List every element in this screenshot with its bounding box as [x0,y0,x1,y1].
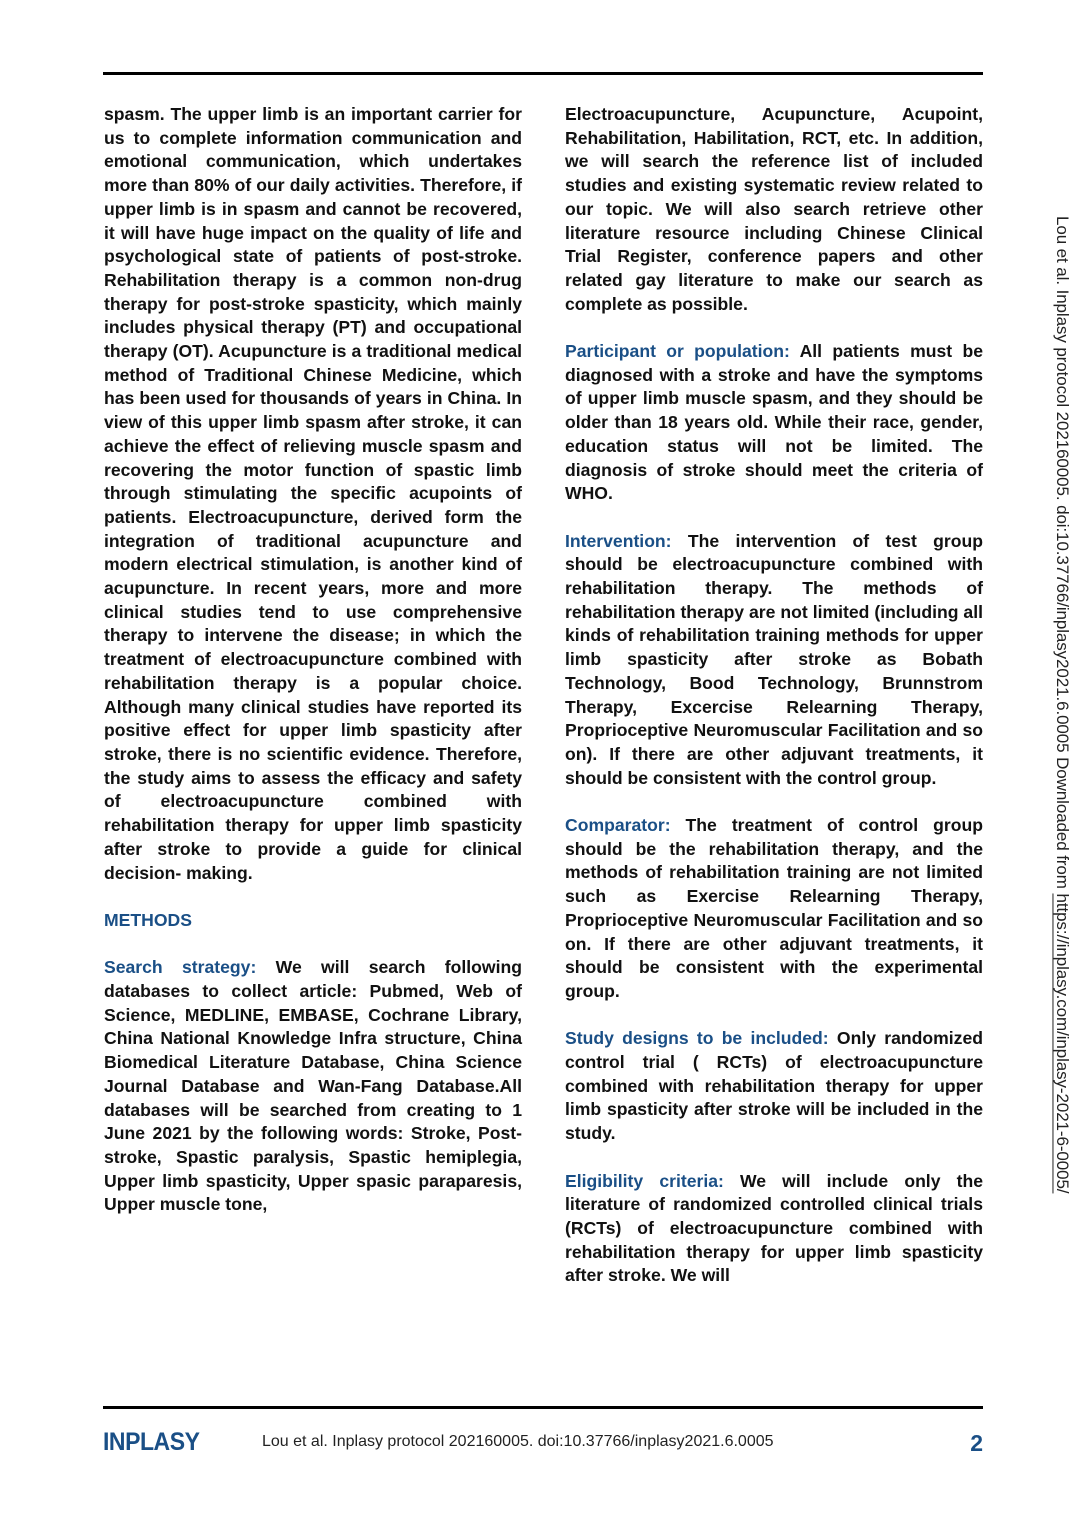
comparator-paragraph [565,814,983,1004]
side-download-notice [1052,216,1072,1193]
search-strategy-text: We will search following databases to collect article: Pubmed, Web of Science, MEDLINE, EMBASE, Cochrane Library, China National Knowledge Infra structure, China Biomedical Literature Database, China Science Journal Database and Wan-Fang Database.All databases will be searched from creating to 1 June 2021 by the following words: Stroke, Post-stroke, Spastic paralysis, Spastic hemiplegia, Upper limb spasticity, Upper spasic paraparesis, Upper muscle tone, [104,957,522,1215]
page-number: 2 [970,1430,983,1456]
study-designs-text: Only randomized control trial ( RCTs) of electroacupuncture combined with rehabilitation therapy for upper limb spasticity after stroke will be included in the study. [565,1028,983,1144]
intervention-label: Intervention: [565,530,672,551]
comparator-label: Comparator: [565,815,671,836]
intervention-text: The intervention of test group should be electroacupuncture combined with rehabilitation therapy. The methods of rehabilitation therapy are not limited (including all kinds of rehabilitation training methods for upper limb spasticity after stroke as Bobath Technology, Bood Technology, Brunnstrom Therapy, Excercise Relearning Therapy, Proprioceptive Neuromuscular Facilitation and so on). If there are other adjuvant treatments, it should be consistent with the control group. [565,530,983,788]
page-footer [103,1428,983,1460]
intro-paragraph: spasm. The upper limb is an important carrier for us to complete information communication and emotional communication, which undertakes more than 80% of our daily activities. Therefore, if upper limb is in spasm and cannot be recovered, it will have huge impact on the quality of life and psychological state of patients of post-stroke. Rehabilitation therapy is a common non-drug therapy for post-stroke spasticity, which mainly includes physical therapy (PT) and occupational therapy (OT). Acupuncture is a traditional medical method of Traditional Chinese Medicine, which has been used for thousands of years in China. In view of this upper limb spasm after stroke, it can achieve the effect of relieving muscle spasm and recovering the motor function of spastic limb through stimulating the specific acupoints of patients. Electroacupuncture, derived form the integration of traditional acupuncture and modern electrical stimulation, is another kind of acupuncture. In recent years, more and more clinical studies tend to use comprehensive therapy to intervene the disease; in which the treatment of electroacupuncture combined with rehabilitation therapy is a popular choice. Although many clinical studies have reported its positive effect for upper limb spasticity after stroke, there is no scientific evidence. Therefore, the study aims to assess the efficacy and safety of electroacupuncture combined with rehabilitation therapy for upper limb spasticity after stroke to provide a guide for clinical decision- making. [104,104,522,883]
comparator-text: The treatment of control group should be the rehabilitation therapy, and the methods of rehabilitation training are not limited such as Exercise Relearning Therapy, Proprioceptive Neuromuscular Facilitation and so on. If there are other adjuvant treatments, it should be consistent with the experimental group. [565,815,983,1001]
footer-citation: Lou et al. Inplasy protocol 202160005. doi:10.37766/inplasy2021.6.0005 [262,1433,774,1450]
eligibility-label: Eligibility criteria: [565,1170,724,1191]
right-column [565,103,983,1312]
search-strategy-continued: Electroacupuncture, Acupuncture, Acupoint, Rehabilitation, Habilitation, RCT, etc. In addition, we will search the reference list of included studies and existing systematic review related to our topic. We will also search retrieve other literature resource including Chinese Clinical Trial Register, conference papers and other related gay literature to make our search as complete as possible. [565,104,983,314]
methods-heading: METHODS [104,909,192,930]
eligibility-paragraph [565,1170,983,1289]
journal-brand-logo: INPLASY [103,1428,200,1456]
study-designs-paragraph [565,1027,983,1146]
search-strategy-paragraph [104,956,522,1217]
participant-paragraph [565,340,983,506]
download-link[interactable]: https://inplasy.com/inplasy-2021-6-0005/ [1053,893,1072,1194]
study-designs-label: Study designs to be included: [565,1028,829,1049]
footer-rule [103,1406,983,1409]
header-rule [103,72,983,75]
intervention-paragraph [565,530,983,791]
left-column [104,103,522,1241]
eligibility-text: We will include only the literature of randomized controlled clinical trials (RCTs) of electroacupuncture combined with rehabilitation therapy for upper limb spasticity after stroke. We will [565,1170,983,1286]
side-citation-text: Lou et al. Inplasy protocol 202160005. doi:10.37766/inplasy2021.6.0005 Downloaded from [1053,216,1072,894]
search-strategy-label: Search strategy: [104,957,257,978]
participant-text: All patients must be diagnosed with a stroke and have the symptoms of upper limb muscle spasm, and they should be older than 18 years old. While their race, gender, education status will not be limited. The diagnosis of stroke should meet the criteria of WHO. [565,341,983,504]
participant-label: Participant or population: [565,341,790,362]
